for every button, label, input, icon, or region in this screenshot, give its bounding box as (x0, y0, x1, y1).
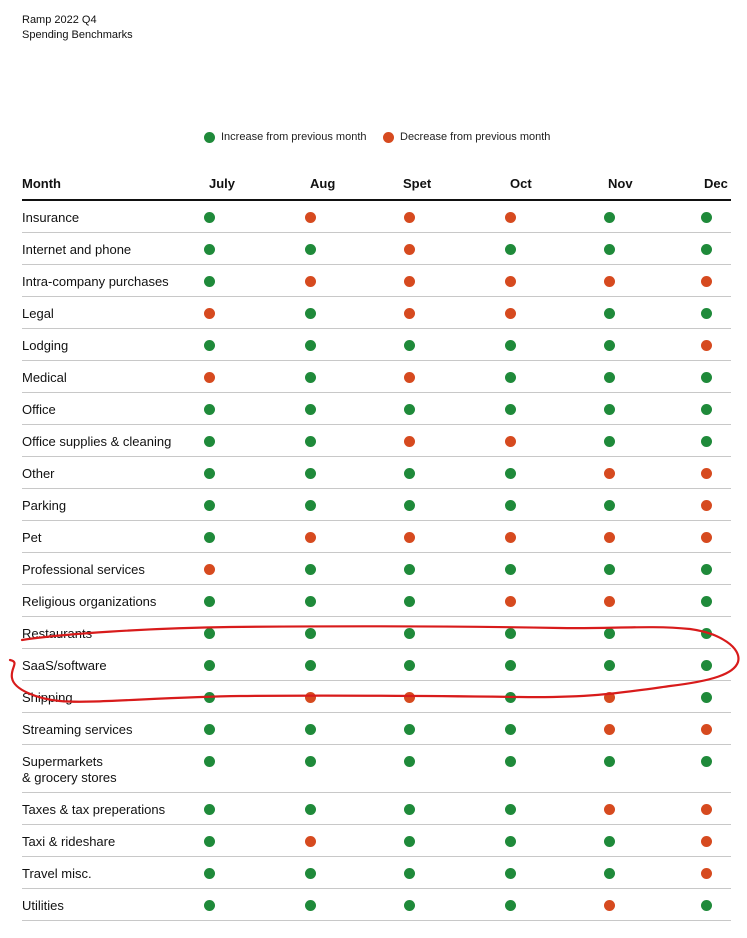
increase-dot (604, 756, 615, 767)
row-category-label: Restaurants (22, 626, 93, 641)
header-spet: Spet (403, 176, 432, 191)
decrease-dot (404, 436, 415, 447)
decrease-dot (701, 724, 712, 735)
increase-dot (404, 660, 415, 671)
table-row (22, 201, 731, 233)
legend-increase-label: Increase from previous month (221, 131, 367, 143)
row-category-label: SaaS/software (22, 658, 107, 673)
increase-dot (701, 404, 712, 415)
table-row (22, 297, 731, 329)
increase-dot (701, 436, 712, 447)
report-subtitle: Spending Benchmarks (22, 29, 133, 41)
decrease-dot (204, 372, 215, 383)
increase-dot (505, 500, 516, 511)
increase-dot (404, 868, 415, 879)
increase-dot (204, 900, 215, 911)
increase-dot (604, 404, 615, 415)
table-row (22, 617, 731, 649)
decrease-dot (604, 804, 615, 815)
header-aug: Aug (310, 176, 336, 191)
row-category-label: Travel misc. (22, 866, 92, 881)
increase-dot (505, 756, 516, 767)
increase-dot (701, 564, 712, 575)
increase-dot (305, 436, 316, 447)
increase-dot (701, 660, 712, 671)
decrease-dot (701, 532, 712, 543)
decrease-dot (505, 532, 516, 543)
decrease-dot (701, 276, 712, 287)
increase-dot (701, 900, 712, 911)
table-row (22, 521, 731, 553)
increase-dot (404, 596, 415, 607)
increase-dot (505, 724, 516, 735)
decrease-dot (505, 276, 516, 287)
decrease-dot (204, 308, 215, 319)
increase-dot (505, 564, 516, 575)
increase-dot (305, 900, 316, 911)
increase-dot (305, 564, 316, 575)
row-category-label: Professional services (22, 562, 145, 577)
increase-dot (505, 404, 516, 415)
table-header-row (22, 168, 731, 201)
increase-dot (204, 868, 215, 879)
increase-dot (604, 868, 615, 879)
row-category-label: Lodging (22, 338, 69, 353)
increase-dot (701, 308, 712, 319)
row-category-label: Medical (22, 370, 67, 385)
report-header (22, 13, 133, 43)
legend-decrease-label: Decrease from previous month (400, 131, 551, 143)
decrease-dot (305, 276, 316, 287)
increase-dot (305, 340, 316, 351)
table-row (22, 681, 731, 713)
increase-dot (701, 212, 712, 223)
increase-dot (404, 404, 415, 415)
increase-dot (404, 500, 415, 511)
increase-dot (505, 804, 516, 815)
row-category-label: Intra-company purchases (22, 274, 169, 289)
table-row (22, 713, 731, 745)
legend-increase (204, 131, 367, 143)
increase-dot (604, 500, 615, 511)
decrease-dot (604, 532, 615, 543)
increase-dot (305, 596, 316, 607)
increase-dot (204, 532, 215, 543)
increase-dot (204, 212, 215, 223)
increase-dot (305, 404, 316, 415)
increase-dot (505, 660, 516, 671)
increase-dot (204, 468, 215, 479)
increase-dot (404, 628, 415, 639)
row-category-label: Pet (22, 530, 42, 545)
increase-dot (305, 372, 316, 383)
increase-dot (604, 340, 615, 351)
increase-dot (505, 692, 516, 703)
table-row (22, 265, 731, 297)
table-row (22, 793, 731, 825)
row-category-label: Utilities (22, 898, 64, 913)
decrease-dot (404, 308, 415, 319)
table-row (22, 393, 731, 425)
increase-dot (701, 628, 712, 639)
decrease-dot (505, 596, 516, 607)
decrease-dot (701, 836, 712, 847)
increase-dot (604, 628, 615, 639)
decrease-dot (604, 900, 615, 911)
increase-dot (305, 756, 316, 767)
increase-dot (701, 244, 712, 255)
decrease-dot (204, 564, 215, 575)
row-category-label: Internet and phone (22, 242, 132, 257)
increase-dot (204, 804, 215, 815)
decrease-dot (404, 532, 415, 543)
increase-dot (305, 468, 316, 479)
increase-dot (305, 724, 316, 735)
table-row (22, 329, 731, 361)
row-category-label: Taxes & tax preperations (22, 802, 166, 817)
header-nov: Nov (608, 176, 633, 191)
header-dec: Dec (704, 176, 728, 191)
increase-dot (701, 756, 712, 767)
increase-dot (305, 868, 316, 879)
increase-dot-icon (204, 132, 215, 143)
decrease-dot (305, 532, 316, 543)
increase-dot (204, 628, 215, 639)
increase-dot (204, 340, 215, 351)
increase-dot (305, 628, 316, 639)
increase-dot (505, 340, 516, 351)
decrease-dot (305, 692, 316, 703)
table-row (22, 489, 731, 521)
increase-dot (305, 244, 316, 255)
increase-dot (604, 660, 615, 671)
increase-dot (204, 404, 215, 415)
decrease-dot (505, 436, 516, 447)
increase-dot (204, 244, 215, 255)
decrease-dot (701, 340, 712, 351)
increase-dot (505, 372, 516, 383)
increase-dot (701, 372, 712, 383)
decrease-dot (604, 596, 615, 607)
benchmark-table (22, 168, 731, 921)
header-month: Month (22, 176, 61, 191)
increase-dot (604, 244, 615, 255)
increase-dot (604, 212, 615, 223)
increase-dot (305, 804, 316, 815)
table-row (22, 585, 731, 617)
increase-dot (305, 660, 316, 671)
decrease-dot (505, 212, 516, 223)
decrease-dot (604, 276, 615, 287)
decrease-dot (604, 692, 615, 703)
row-category-label: Religious organizations (22, 594, 157, 609)
decrease-dot (305, 212, 316, 223)
header-july: July (209, 176, 236, 191)
increase-dot (505, 868, 516, 879)
increase-dot (604, 564, 615, 575)
increase-dot (604, 372, 615, 383)
row-category-label: Legal (22, 306, 54, 321)
row-category-label: Taxi & rideshare (22, 834, 116, 849)
row-category-label: Office supplies & cleaning (22, 434, 172, 449)
increase-dot (701, 692, 712, 703)
legend-decrease (383, 131, 550, 143)
increase-dot (505, 900, 516, 911)
decrease-dot (404, 212, 415, 223)
decrease-dot (305, 836, 316, 847)
increase-dot (404, 756, 415, 767)
table-row (22, 745, 731, 793)
increase-dot (505, 628, 516, 639)
increase-dot (404, 804, 415, 815)
decrease-dot (404, 692, 415, 703)
table-row (22, 649, 731, 681)
increase-dot (204, 660, 215, 671)
decrease-dot (404, 372, 415, 383)
decrease-dot (604, 724, 615, 735)
increase-dot (701, 596, 712, 607)
increase-dot (505, 244, 516, 255)
increase-dot (204, 724, 215, 735)
row-category-label: Shipping (22, 690, 73, 705)
decrease-dot (604, 468, 615, 479)
increase-dot (204, 500, 215, 511)
table-row (22, 553, 731, 585)
table-row (22, 361, 731, 393)
decrease-dot (404, 244, 415, 255)
increase-dot (604, 308, 615, 319)
increase-dot (404, 468, 415, 479)
increase-dot (305, 308, 316, 319)
increase-dot (505, 836, 516, 847)
table-row (22, 457, 731, 489)
increase-dot (604, 836, 615, 847)
table-row (22, 857, 731, 889)
row-category-label: Streaming services (22, 722, 133, 737)
legend (0, 131, 747, 147)
row-category-label: Office (22, 402, 56, 417)
increase-dot (404, 724, 415, 735)
row-category-label: Supermarkets & grocery stores (22, 754, 117, 785)
report-title: Ramp 2022 Q4 (22, 14, 97, 26)
increase-dot (305, 500, 316, 511)
decrease-dot (404, 276, 415, 287)
increase-dot (505, 468, 516, 479)
decrease-dot (701, 500, 712, 511)
decrease-dot-icon (383, 132, 394, 143)
table-row (22, 889, 731, 921)
table-row (22, 825, 731, 857)
decrease-dot (701, 804, 712, 815)
increase-dot (204, 596, 215, 607)
increase-dot (404, 900, 415, 911)
header-oct: Oct (510, 176, 532, 191)
increase-dot (604, 436, 615, 447)
increase-dot (404, 340, 415, 351)
increase-dot (204, 836, 215, 847)
increase-dot (404, 564, 415, 575)
increase-dot (204, 756, 215, 767)
increase-dot (204, 436, 215, 447)
decrease-dot (505, 308, 516, 319)
decrease-dot (701, 468, 712, 479)
table-row (22, 233, 731, 265)
decrease-dot (701, 868, 712, 879)
row-category-label: Other (22, 466, 55, 481)
increase-dot (204, 692, 215, 703)
row-category-label: Insurance (22, 210, 80, 225)
row-category-label: Parking (22, 498, 67, 513)
increase-dot (204, 276, 215, 287)
table-row (22, 425, 731, 457)
increase-dot (404, 836, 415, 847)
